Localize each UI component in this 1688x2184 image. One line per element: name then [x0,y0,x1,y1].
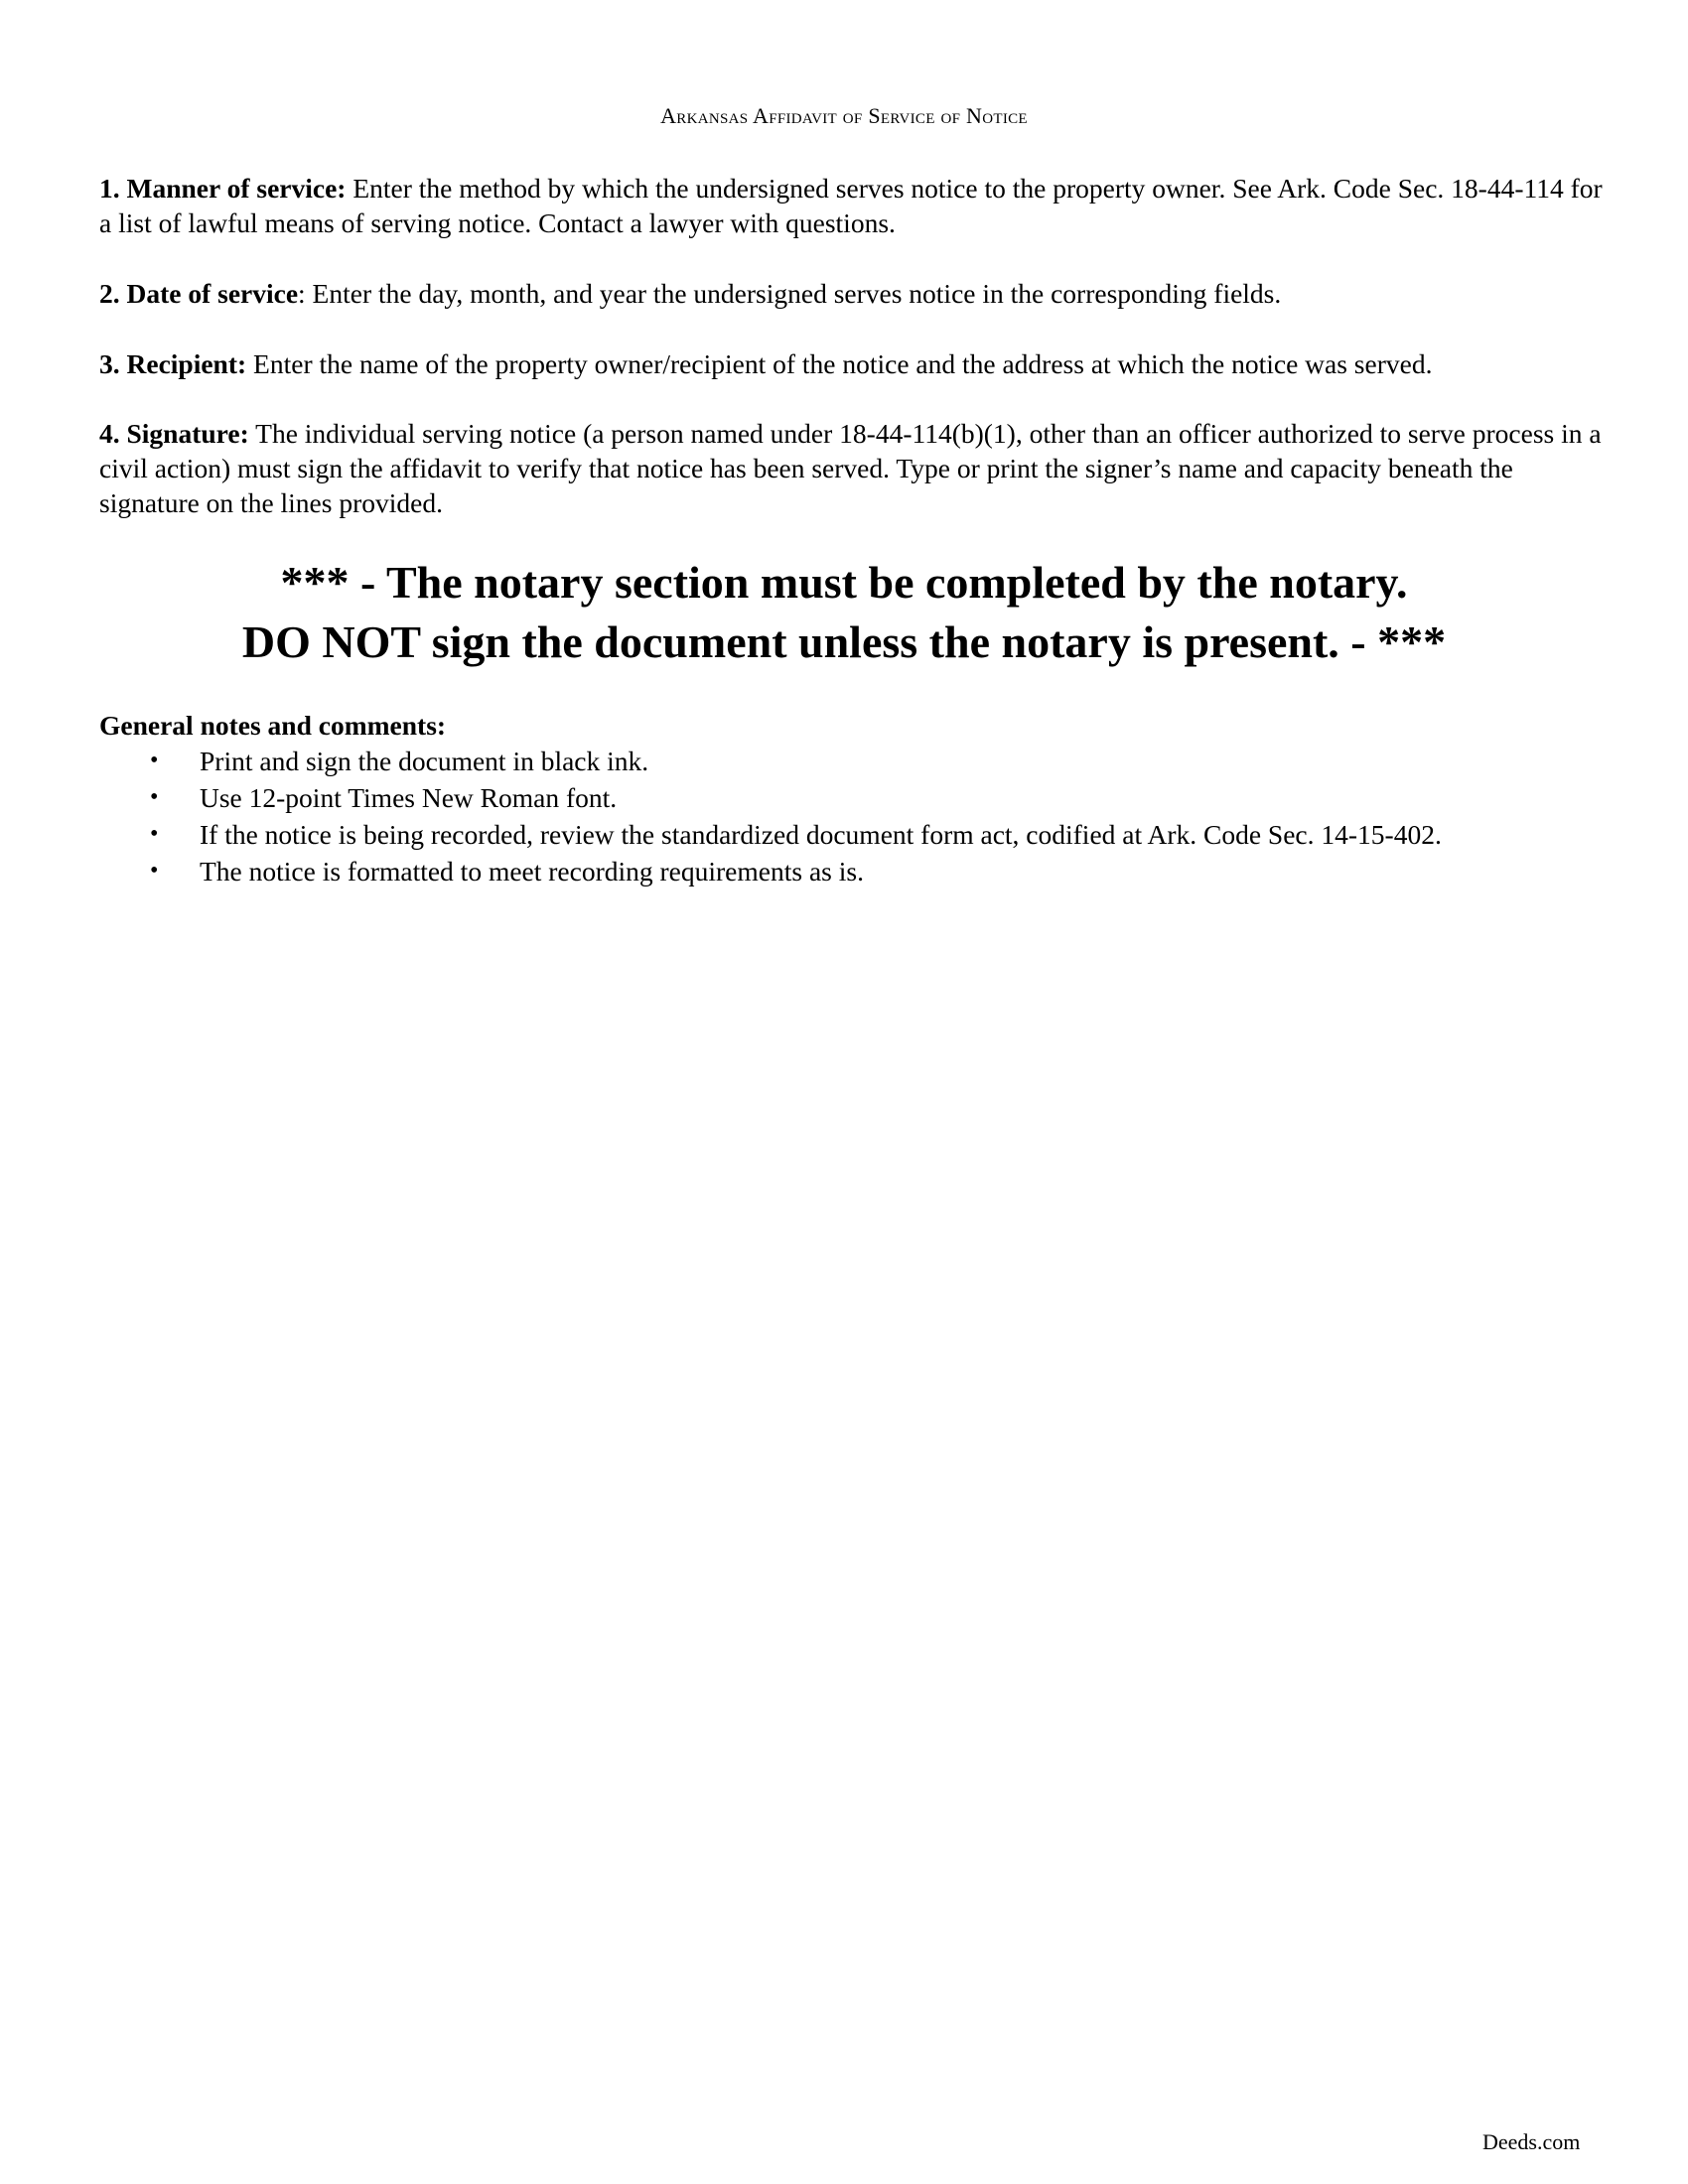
note-text: If the notice is being recorded, review the standardized document form act, codified at Ark. Code Sec. 14-15-402. [200,819,1442,850]
notes-heading: General notes and comments: [99,710,447,741]
list-item [99,743,1609,779]
notary-warning [0,553,1688,672]
section-label: 2. Date of service [99,278,299,309]
section-label: 3. Recipient: [99,348,247,379]
section-text: : Enter the day, month, and year the undersigned serves notice in the corresponding fields. [298,278,1282,309]
note-text: The notice is formatted to meet recording requirements as is. [200,856,864,887]
footer-brand: Deeds.com [1482,2129,1581,2154]
section-text: The individual serving notice (a person named under 18-44-114(b)(1), other than an officer authorized to serve process in a civil action) must sign the affidavit to verify that notice has been served. Type or print the signer’s name and capacity beneath the signature on the lines provided. [99,418,1602,518]
bullet-icon: • [150,784,159,810]
section-manner-of-service [99,171,1609,240]
list-item [99,853,1609,889]
notary-warning-line-2: DO NOT sign the document unless the notary is present. - *** [241,616,1447,667]
list-item [99,779,1609,816]
list-item [99,816,1609,853]
note-text: Print and sign the document in black ink. [200,746,649,776]
notes-list [99,743,1609,889]
bullet-icon: • [150,858,159,884]
section-label: 4. Signature: [99,418,249,449]
section-label: 1. Manner of service: [99,173,347,204]
section-signature [99,416,1609,520]
bullet-icon: • [150,821,159,847]
notary-warning-line-1: *** - The notary section must be completed by the notary. [280,557,1408,608]
section-date-of-service [99,276,1609,311]
bullet-icon: • [150,748,159,773]
note-text: Use 12-point Times New Roman font. [200,782,618,813]
section-text: Enter the method by which the undersigned serves notice to the property owner. See Ark. Code Sec. 18-44-114 for a list of lawful means of serving notice. Contact a lawyer with questions. [99,173,1603,238]
section-recipient [99,346,1609,381]
section-text: Enter the name of the property owner/recipient of the notice and the address at which the notice was served. [246,348,1433,379]
document-title: Arkansas Affidavit of Service of Notice [660,103,1028,128]
